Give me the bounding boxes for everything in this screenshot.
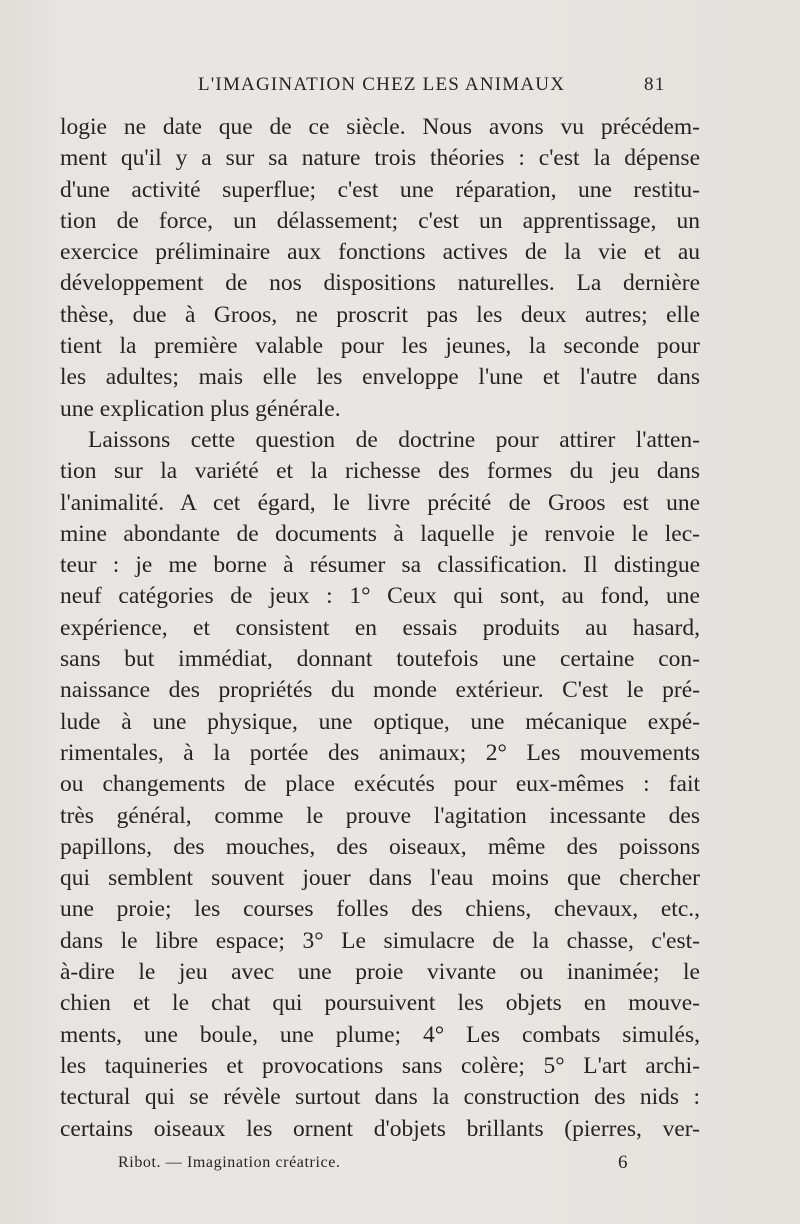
page-number: 81 — [644, 74, 666, 95]
text-line: tion sur la variété et la richesse des formes du jeu dans — [60, 458, 700, 485]
text-line: les taquineries et provocations sans colère; 5° L'art archi- — [60, 1052, 700, 1079]
text-line: l'animalité. A cet égard, le livre précité de Groos est une — [60, 489, 700, 516]
text-line: teur : je me borne à résumer sa classification. Il distingue — [60, 552, 700, 579]
text-line: ments, une boule, une plume; 4° Les combats simulés, — [60, 1021, 700, 1048]
text-line: thèse, due à Groos, ne proscrit pas les deux autres; elle — [60, 301, 700, 328]
text-line: chien et le chat qui poursuivent les objets en mouve- — [60, 990, 700, 1017]
printer-signature: Ribot. — Imagination créatrice. — [118, 1154, 341, 1171]
body-text — [60, 112, 700, 1145]
text-line: qui semblent souvent jouer dans l'eau moins que chercher — [60, 865, 700, 892]
text-line: lude à une physique, une optique, une mécanique expé- — [60, 708, 700, 735]
running-head — [198, 74, 758, 100]
text-line: naissance des propriétés du monde extérieur. C'est le pré- — [60, 677, 700, 704]
page-footer — [118, 1154, 638, 1178]
paragraph-end-line: une explication plus générale. — [60, 395, 341, 422]
text-line: à-dire le jeu avec une proie vivante ou inanimée; le — [60, 959, 700, 986]
text-line: très général, comme le prouve l'agitation incessante des — [60, 802, 700, 829]
text-line: logie ne date que de ce siècle. Nous avons vu précédem- — [60, 114, 700, 140]
text-line: expérience, et consistent en essais produits au hasard, — [60, 614, 700, 641]
text-line: les adultes; mais elle les enveloppe l'une et l'autre dans — [60, 364, 700, 391]
text-line: exercice préliminaire aux fonctions actives de la vie et au — [60, 239, 700, 266]
text-line: développement de nos dispositions naturelles. La dernière — [60, 270, 700, 297]
text-line: neuf catégories de jeux : 1° Ceux qui sont, au fond, une — [60, 583, 700, 610]
running-head-title: L'IMAGINATION CHEZ LES ANIMAUX — [198, 74, 566, 95]
text-line: rimentales, à la portée des animaux; 2° Les mouvements — [60, 739, 700, 766]
text-line: une proie; les courses folles des chiens, chevaux, etc., — [60, 896, 700, 923]
text-line: tectural qui se révèle surtout dans la construction des nids : — [60, 1084, 700, 1111]
text-line: ment qu'il y a sur sa nature trois théories : c'est la dépense — [60, 145, 700, 172]
sheet-number: 6 — [618, 1152, 629, 1173]
text-line: sans but immédiat, donnant toutefois une certaine con- — [60, 646, 700, 673]
text-line: tion de force, un délassement; c'est un apprentissage, un — [60, 207, 700, 234]
text-line: mine abondante de documents à laquelle je renvoie le lec- — [60, 520, 700, 547]
text-line: ou changements de place exécutés pour eux-mêmes : fait — [60, 771, 700, 798]
text-line: dans le libre espace; 3° Le simulacre de la chasse, c'est- — [60, 927, 700, 954]
text-line: tient la première valable pour les jeunes, la seconde pour — [60, 333, 700, 360]
paragraph-start-line: Laissons cette question de doctrine pour attirer l'atten- — [88, 426, 700, 453]
text-line: certains oiseaux les ornent d'objets brillants (pierres, ver- — [60, 1115, 700, 1142]
text-line: papillons, des mouches, des oiseaux, même des poissons — [60, 833, 700, 860]
text-line: d'une activité superflue; c'est une réparation, une restitu- — [60, 176, 700, 203]
